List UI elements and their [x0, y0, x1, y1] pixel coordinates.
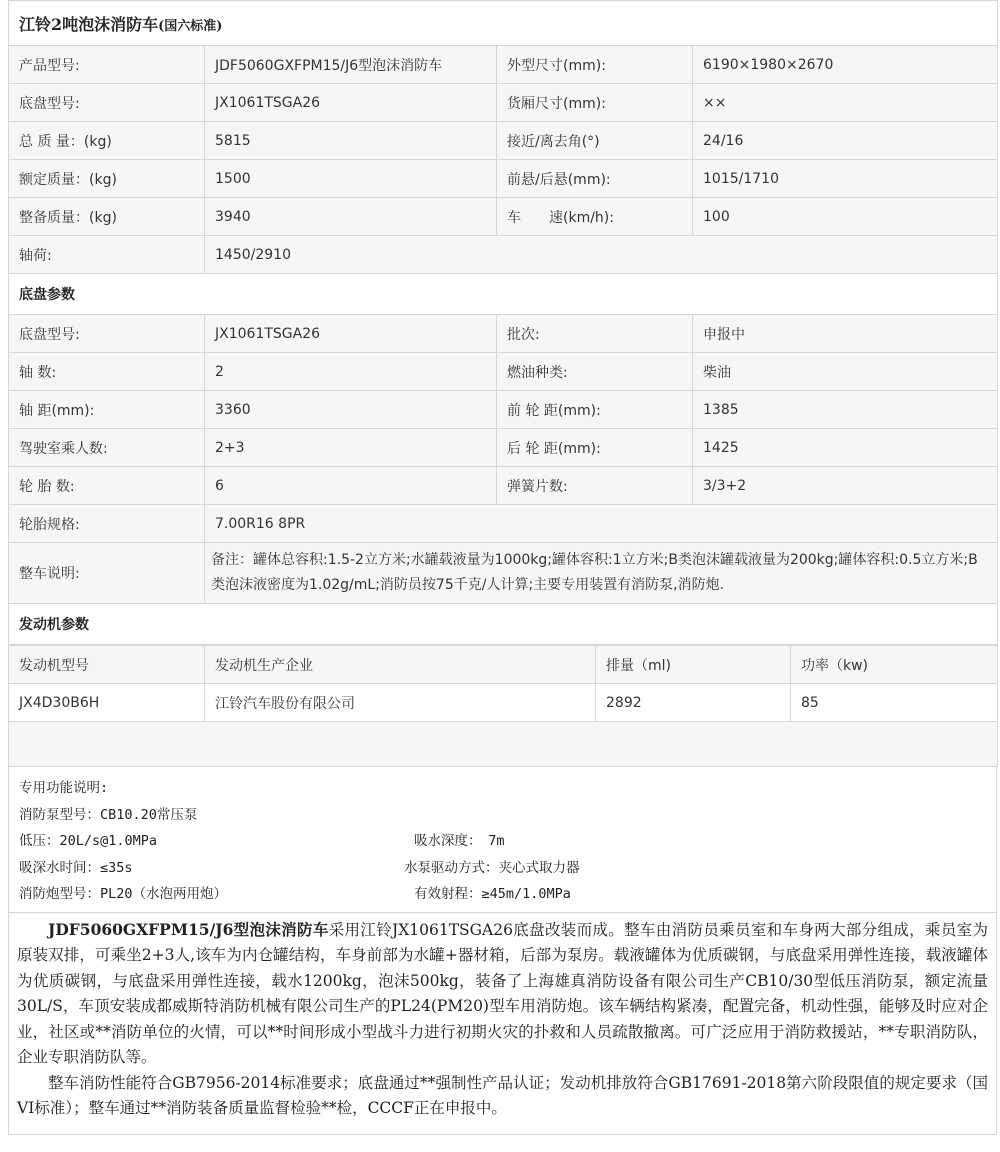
description-paragraph: 整车消防性能符合GB7956-2014标准要求；底盘通过**强制性产品认证；发动机排放符合GB17691-2018第六阶段限值的规定要求（国VI标准）；整车通过**消防装备质量监督检验**检，CCCF正在申报中。	[17, 1073, 988, 1117]
field-value: JDF5060GXFPM15/J6型泡沫消防车	[205, 46, 497, 84]
basic-row	[9, 122, 998, 160]
column-header: 排量（ml)	[596, 646, 791, 684]
effective-range: 有效射程：≥45m/1.0MPa	[414, 886, 571, 902]
field-value: 5815	[205, 122, 497, 160]
chassis-row	[9, 467, 998, 505]
field-value: 6	[205, 467, 497, 505]
table-cell: 江铃汽车股份有限公司	[205, 684, 596, 722]
engine-data-row	[9, 684, 998, 722]
title-main: 江铃2吨泡沫消防车	[19, 14, 159, 34]
field-label: 额定质量：(kg)	[9, 160, 205, 198]
field-label: 轴 距(mm):	[9, 391, 205, 429]
field-value: JX1061TSGA26	[205, 315, 497, 353]
spec-sheet	[8, 0, 997, 1135]
basic-row	[9, 84, 998, 122]
field-label: 整备质量：(kg)	[9, 198, 205, 236]
low-pressure: 低压：20L/s@1.0MPa	[19, 833, 158, 849]
field-label: 接近/离去角(°)	[497, 122, 693, 160]
field-label: 货厢尺寸(mm):	[497, 84, 693, 122]
field-value: 2	[205, 353, 497, 391]
spec-table	[8, 0, 998, 645]
pump-drive: 水泵驱动方式：夹心式取力器	[404, 859, 580, 876]
basic-row	[9, 46, 998, 84]
field-label: 燃油种类:	[497, 353, 693, 391]
functions-heading: 专用功能说明:	[19, 780, 109, 796]
chassis-row	[9, 429, 998, 467]
field-label: 轴 数:	[9, 353, 205, 391]
field-label: 整车说明:	[9, 543, 205, 604]
engine-header-row	[9, 646, 998, 684]
field-label: 轴荷:	[9, 236, 205, 274]
section-heading: 发动机参数	[9, 604, 998, 645]
field-label: 前 轮 距(mm):	[497, 391, 693, 429]
field-label: 总 质 量：(kg)	[9, 122, 205, 160]
empty-row	[9, 722, 998, 767]
column-header: 功率（kw)	[791, 646, 998, 684]
chassis-row	[9, 391, 998, 429]
axle-load-row	[9, 236, 998, 274]
field-value: 1450/2910	[205, 236, 998, 274]
basic-row	[9, 198, 998, 236]
vehicle-description	[8, 913, 997, 1135]
special-functions	[8, 767, 997, 913]
field-value: JX1061TSGA26	[205, 84, 497, 122]
column-header: 发动机生产企业	[205, 646, 596, 684]
description-paragraph	[17, 917, 988, 1071]
field-label: 底盘型号:	[9, 84, 205, 122]
field-value: 1425	[693, 429, 998, 467]
field-label: 产品型号:	[9, 46, 205, 84]
field-value: 3360	[205, 391, 497, 429]
table-cell: JX4D30B6H	[9, 684, 205, 722]
field-label: 前悬/后悬(mm):	[497, 160, 693, 198]
field-value: 7.00R16 8PR	[205, 505, 998, 543]
chassis-row	[9, 315, 998, 353]
table-cell: 2892	[596, 684, 791, 722]
field-label: 底盘型号:	[9, 315, 205, 353]
model-name: JDF5060GXFPM15/J6型泡沫消防车	[48, 919, 329, 939]
monitor-model: 消防炮型号：PL20（水泡两用炮）	[19, 886, 228, 902]
engine-section-row	[9, 604, 998, 645]
field-label: 驾驶室乘人数:	[9, 429, 205, 467]
field-value: 3940	[205, 198, 497, 236]
engine-table	[8, 645, 998, 767]
suction-depth: 吸水深度： 7m	[414, 833, 505, 849]
title-sub: (国六标准)	[158, 18, 223, 34]
vehicle-note-row	[9, 543, 998, 604]
tire-spec-row	[9, 505, 998, 543]
field-value: 1385	[693, 391, 998, 429]
page-title	[9, 1, 998, 46]
field-label: 后 轮 距(mm):	[497, 429, 693, 467]
field-value: 100	[693, 198, 998, 236]
table-cell: 85	[791, 684, 998, 722]
field-value: 1500	[205, 160, 497, 198]
basic-row	[9, 160, 998, 198]
section-heading: 底盘参数	[9, 274, 998, 315]
field-label: 批次:	[497, 315, 693, 353]
pump-model: 消防泵型号：CB10.20常压泵	[19, 806, 198, 823]
field-value: 6190×1980×2670	[693, 46, 998, 84]
function-line	[19, 855, 990, 882]
field-value: 1015/1710	[693, 160, 998, 198]
field-value: 3/3+2	[693, 467, 998, 505]
field-value: ××	[693, 84, 998, 122]
field-label: 轮胎规格:	[9, 505, 205, 543]
field-value: 备注：罐体总容积:1.5-2立方米;水罐载液量为1000kg;罐体容积:1立方米;B类泡沫罐载液量为200kg;罐体容积:0.5立方米;B类泡沫液密度为1.02g/mL;消防员按75千克/人计算;主要专用装置有消防泵,消防炮.	[205, 543, 998, 604]
chassis-section-row	[9, 274, 998, 315]
field-value: 24/16	[693, 122, 998, 160]
field-label: 弹簧片数:	[497, 467, 693, 505]
field-label: 轮 胎 数:	[9, 467, 205, 505]
field-value: 柴油	[693, 353, 998, 391]
field-label: 外型尺寸(mm):	[497, 46, 693, 84]
column-header: 发动机型号	[9, 646, 205, 684]
chassis-row	[9, 353, 998, 391]
field-label: 车 速(km/h):	[497, 198, 693, 236]
description-text: 采用江铃JX1061TSGA26底盘改装而成。整车由消防员乘员室和车身两大部分组成，乘员室为原装双排，可乘坐2+3人,该车为内仓罐结构，车身前部为水罐+器材箱，后部为泵房。载液罐体为优质碳钢，与底盘采用弹性连接，载液罐体为优质碳钢，与底盘采用弹性连接，载水1200kg，泡沫500kg，装备了上海雄真消防设备有限公司生产CB10/30型低压消防泵，额定流量30L/S，车顶安装成都威斯特消防机械有限公司生产的PL24(PM20)型车用消防炮。该车辆结构紧凑，配置完备，机动性强，能够及时应对企业，社区或**消防单位的火情，可以**时间形成小型战斗力进行初期火灾的扑救和人员疏散撤离。可广泛应用于消防救援站，**专职消防队，企业专职消防队等。	[17, 920, 988, 1066]
function-line	[19, 828, 990, 855]
function-line	[19, 881, 990, 908]
empty-cell	[9, 722, 998, 767]
title-row	[9, 1, 998, 46]
field-value: 2+3	[205, 429, 497, 467]
suction-time: 吸深水时间：≤35s	[19, 859, 133, 876]
field-value: 申报中	[693, 315, 998, 353]
